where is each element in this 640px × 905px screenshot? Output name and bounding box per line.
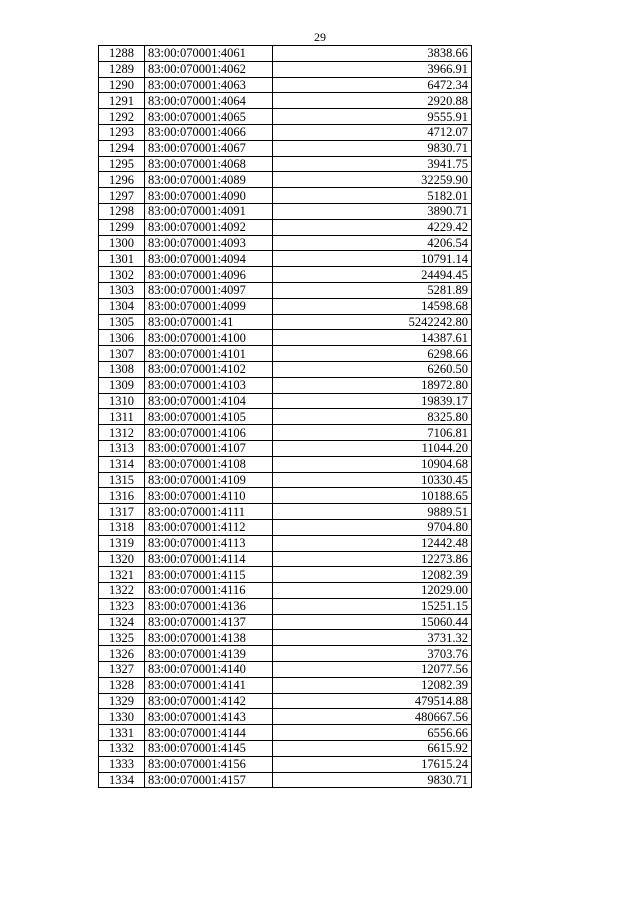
table-row (99, 440, 472, 456)
value-cell: 2920.88 (273, 93, 472, 109)
cadastral-number-cell: 83:00:070001:4110 (145, 488, 273, 504)
row-number-cell: 1291 (99, 93, 145, 109)
value-cell: 32259.90 (273, 172, 472, 188)
cadastral-number-cell: 83:00:070001:4116 (145, 583, 273, 599)
row-number-cell: 1297 (99, 188, 145, 204)
row-number-cell: 1322 (99, 583, 145, 599)
cadastral-number-cell: 83:00:070001:4156 (145, 756, 273, 772)
cadastral-number-cell: 83:00:070001:4113 (145, 535, 273, 551)
cadastral-number-cell: 83:00:070001:4099 (145, 298, 273, 314)
cadastral-number-cell: 83:00:070001:4111 (145, 504, 273, 520)
table-row (99, 298, 472, 314)
value-cell: 18972.80 (273, 377, 472, 393)
table-row (99, 772, 472, 788)
row-number-cell: 1326 (99, 646, 145, 662)
value-cell: 15060.44 (273, 614, 472, 630)
row-number-cell: 1330 (99, 709, 145, 725)
row-number-cell: 1313 (99, 440, 145, 456)
row-number-cell: 1296 (99, 172, 145, 188)
value-cell: 6260.50 (273, 361, 472, 377)
row-number-cell: 1316 (99, 488, 145, 504)
row-number-cell: 1327 (99, 662, 145, 678)
cadastral-number-cell: 83:00:070001:4142 (145, 693, 273, 709)
row-number-cell: 1294 (99, 140, 145, 156)
value-cell: 8325.80 (273, 409, 472, 425)
cadastral-number-cell: 83:00:070001:4065 (145, 109, 273, 125)
cadastral-number-cell: 83:00:070001:4138 (145, 630, 273, 646)
row-number-cell: 1298 (99, 203, 145, 219)
row-number-cell: 1288 (99, 46, 145, 62)
cadastral-number-cell: 83:00:070001:4144 (145, 725, 273, 741)
cadastral-number-cell: 83:00:070001:4089 (145, 172, 273, 188)
table-row (99, 472, 472, 488)
value-cell: 7106.81 (273, 425, 472, 441)
value-cell: 24494.45 (273, 267, 472, 283)
table-row (99, 598, 472, 614)
value-cell: 10188.65 (273, 488, 472, 504)
table-row (99, 646, 472, 662)
table-row (99, 488, 472, 504)
table-row (99, 425, 472, 441)
value-cell: 9830.71 (273, 140, 472, 156)
cadastral-number-cell: 83:00:070001:4090 (145, 188, 273, 204)
cadastral-number-cell: 83:00:070001:4145 (145, 741, 273, 757)
value-cell: 3731.32 (273, 630, 472, 646)
value-cell: 5281.89 (273, 282, 472, 298)
table-row (99, 172, 472, 188)
cadastral-number-cell: 83:00:070001:4105 (145, 409, 273, 425)
value-cell: 3703.76 (273, 646, 472, 662)
row-number-cell: 1299 (99, 219, 145, 235)
table-row (99, 630, 472, 646)
cadastral-number-cell: 83:00:070001:4103 (145, 377, 273, 393)
table-row (99, 725, 472, 741)
table-row (99, 519, 472, 535)
table-row (99, 267, 472, 283)
row-number-cell: 1307 (99, 346, 145, 362)
table-row (99, 140, 472, 156)
table-row (99, 61, 472, 77)
table-row (99, 662, 472, 678)
row-number-cell: 1308 (99, 361, 145, 377)
cadastral-number-cell: 83:00:070001:4067 (145, 140, 273, 156)
value-cell: 14387.61 (273, 330, 472, 346)
table-row (99, 393, 472, 409)
row-number-cell: 1290 (99, 77, 145, 93)
cadastral-number-cell: 83:00:070001:4091 (145, 203, 273, 219)
table-row (99, 203, 472, 219)
row-number-cell: 1302 (99, 267, 145, 283)
cadastral-number-cell: 83:00:070001:4102 (145, 361, 273, 377)
value-cell: 4206.54 (273, 235, 472, 251)
value-cell: 9555.91 (273, 109, 472, 125)
row-number-cell: 1315 (99, 472, 145, 488)
cadastral-number-cell: 83:00:070001:4140 (145, 662, 273, 678)
cadastral-number-cell: 83:00:070001:4115 (145, 567, 273, 583)
cadastral-number-cell: 83:00:070001:4136 (145, 598, 273, 614)
value-cell: 11044.20 (273, 440, 472, 456)
cadastral-number-cell: 83:00:070001:4104 (145, 393, 273, 409)
cadastral-number-cell: 83:00:070001:4063 (145, 77, 273, 93)
table-row (99, 693, 472, 709)
value-cell: 3838.66 (273, 46, 472, 62)
value-cell: 19839.17 (273, 393, 472, 409)
table-row (99, 314, 472, 330)
value-cell: 12442.48 (273, 535, 472, 551)
value-cell: 479514.88 (273, 693, 472, 709)
table-row (99, 156, 472, 172)
cadastral-number-cell: 83:00:070001:4093 (145, 235, 273, 251)
value-cell: 480667.56 (273, 709, 472, 725)
cadastral-number-cell: 83:00:070001:4106 (145, 425, 273, 441)
cadastral-number-cell: 83:00:070001:4137 (145, 614, 273, 630)
row-number-cell: 1311 (99, 409, 145, 425)
row-number-cell: 1320 (99, 551, 145, 567)
row-number-cell: 1289 (99, 61, 145, 77)
page-number: 29 (314, 30, 326, 44)
row-number-cell: 1332 (99, 741, 145, 757)
table-body (99, 46, 472, 788)
row-number-cell: 1301 (99, 251, 145, 267)
table-row (99, 583, 472, 599)
row-number-cell: 1331 (99, 725, 145, 741)
table-row (99, 188, 472, 204)
table-row (99, 756, 472, 772)
cadastral-number-cell: 83:00:070001:4141 (145, 677, 273, 693)
table-row (99, 535, 472, 551)
value-cell: 9704.80 (273, 519, 472, 535)
cadastral-number-cell: 83:00:070001:4062 (145, 61, 273, 77)
cadastral-table (98, 45, 472, 788)
table-row (99, 77, 472, 93)
cadastral-number-cell: 83:00:070001:4100 (145, 330, 273, 346)
row-number-cell: 1292 (99, 109, 145, 125)
value-cell: 3890.71 (273, 203, 472, 219)
table-row (99, 741, 472, 757)
cadastral-number-cell: 83:00:070001:4094 (145, 251, 273, 267)
value-cell: 10904.68 (273, 456, 472, 472)
table-row (99, 456, 472, 472)
row-number-cell: 1328 (99, 677, 145, 693)
value-cell: 5242242.80 (273, 314, 472, 330)
value-cell: 6472.34 (273, 77, 472, 93)
cadastral-number-cell: 83:00:070001:4112 (145, 519, 273, 535)
table-row (99, 251, 472, 267)
cadastral-number-cell: 83:00:070001:4064 (145, 93, 273, 109)
row-number-cell: 1329 (99, 693, 145, 709)
value-cell: 12082.39 (273, 567, 472, 583)
row-number-cell: 1314 (99, 456, 145, 472)
row-number-cell: 1305 (99, 314, 145, 330)
cadastral-number-cell: 83:00:070001:4143 (145, 709, 273, 725)
table-row (99, 109, 472, 125)
table-row (99, 504, 472, 520)
row-number-cell: 1323 (99, 598, 145, 614)
cadastral-number-cell: 83:00:070001:4066 (145, 124, 273, 140)
cadastral-number-cell: 83:00:070001:4092 (145, 219, 273, 235)
cadastral-number-cell: 83:00:070001:4101 (145, 346, 273, 362)
row-number-cell: 1318 (99, 519, 145, 535)
table-row (99, 46, 472, 62)
value-cell: 6298.66 (273, 346, 472, 362)
row-number-cell: 1295 (99, 156, 145, 172)
row-number-cell: 1304 (99, 298, 145, 314)
value-cell: 17615.24 (273, 756, 472, 772)
value-cell: 12082.39 (273, 677, 472, 693)
table-row (99, 124, 472, 140)
cadastral-number-cell: 83:00:070001:4096 (145, 267, 273, 283)
value-cell: 9889.51 (273, 504, 472, 520)
value-cell: 3941.75 (273, 156, 472, 172)
cadastral-number-cell: 83:00:070001:4139 (145, 646, 273, 662)
cadastral-number-cell: 83:00:070001:4109 (145, 472, 273, 488)
value-cell: 5182.01 (273, 188, 472, 204)
row-number-cell: 1306 (99, 330, 145, 346)
table-row (99, 93, 472, 109)
row-number-cell: 1333 (99, 756, 145, 772)
row-number-cell: 1324 (99, 614, 145, 630)
value-cell: 6556.66 (273, 725, 472, 741)
value-cell: 15251.15 (273, 598, 472, 614)
value-cell: 12273.86 (273, 551, 472, 567)
cadastral-number-cell: 83:00:070001:4061 (145, 46, 273, 62)
value-cell: 14598.68 (273, 298, 472, 314)
value-cell: 9830.71 (273, 772, 472, 788)
table-row (99, 361, 472, 377)
cadastral-number-cell: 83:00:070001:4068 (145, 156, 273, 172)
value-cell: 12029.00 (273, 583, 472, 599)
value-cell: 12077.56 (273, 662, 472, 678)
row-number-cell: 1325 (99, 630, 145, 646)
cadastral-number-cell: 83:00:070001:4114 (145, 551, 273, 567)
table-row (99, 709, 472, 725)
cadastral-number-cell: 83:00:070001:41 (145, 314, 273, 330)
value-cell: 4712.07 (273, 124, 472, 140)
table-row (99, 282, 472, 298)
cadastral-number-cell: 83:00:070001:4097 (145, 282, 273, 298)
table-row (99, 235, 472, 251)
row-number-cell: 1293 (99, 124, 145, 140)
value-cell: 10330.45 (273, 472, 472, 488)
table-row (99, 377, 472, 393)
table-row (99, 346, 472, 362)
row-number-cell: 1303 (99, 282, 145, 298)
table-row (99, 219, 472, 235)
cadastral-number-cell: 83:00:070001:4108 (145, 456, 273, 472)
table-row (99, 330, 472, 346)
cadastral-number-cell: 83:00:070001:4157 (145, 772, 273, 788)
cadastral-number-cell: 83:00:070001:4107 (145, 440, 273, 456)
row-number-cell: 1310 (99, 393, 145, 409)
row-number-cell: 1317 (99, 504, 145, 520)
table-row (99, 551, 472, 567)
table-row (99, 614, 472, 630)
row-number-cell: 1309 (99, 377, 145, 393)
row-number-cell: 1321 (99, 567, 145, 583)
row-number-cell: 1334 (99, 772, 145, 788)
table-row (99, 567, 472, 583)
row-number-cell: 1312 (99, 425, 145, 441)
value-cell: 6615.92 (273, 741, 472, 757)
table-row (99, 409, 472, 425)
value-cell: 10791.14 (273, 251, 472, 267)
value-cell: 4229.42 (273, 219, 472, 235)
row-number-cell: 1300 (99, 235, 145, 251)
table-row (99, 677, 472, 693)
value-cell: 3966.91 (273, 61, 472, 77)
row-number-cell: 1319 (99, 535, 145, 551)
